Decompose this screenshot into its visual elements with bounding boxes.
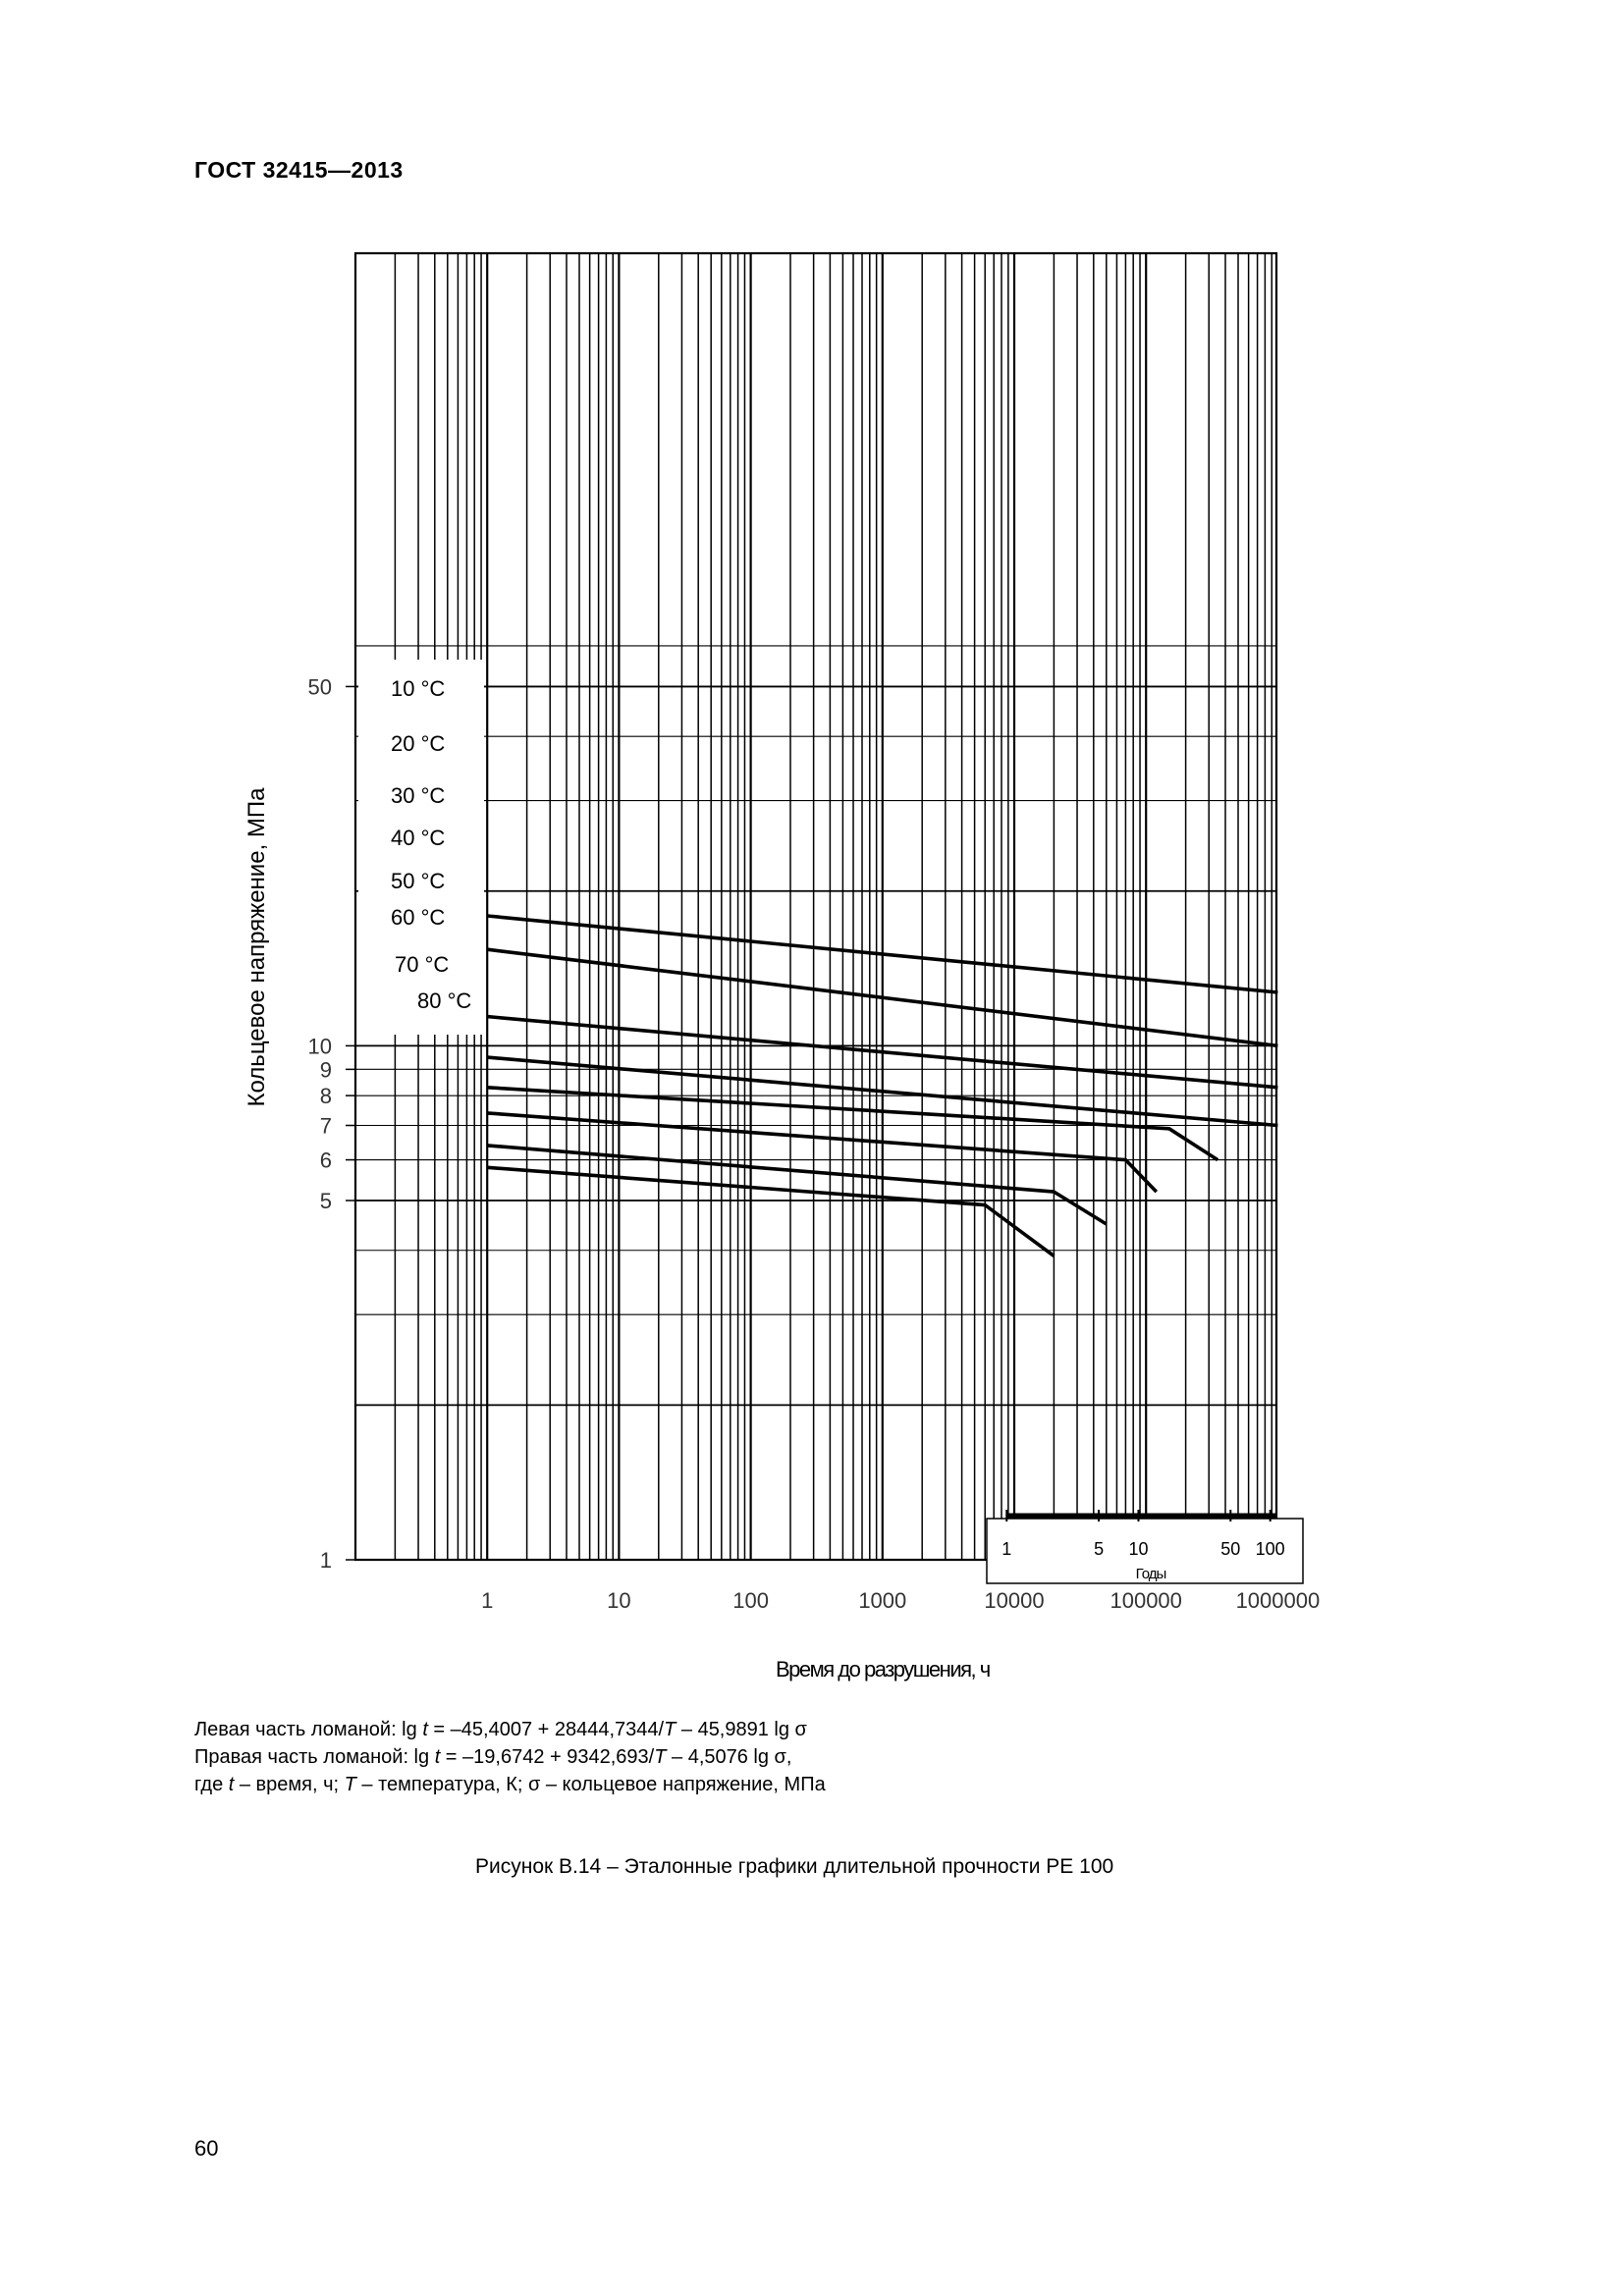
x-tick-labels bbox=[481, 1588, 1320, 1613]
years-tick-label: 1 bbox=[1001, 1539, 1012, 1559]
plot-frame bbox=[355, 253, 1276, 1560]
formula-var: T bbox=[344, 1774, 356, 1795]
years-tick-label: 10 bbox=[1128, 1539, 1149, 1559]
series-label: 60 °C bbox=[391, 905, 446, 930]
formula-text: – 4,5076 lg σ, bbox=[666, 1746, 792, 1768]
y-tick-label: 8 bbox=[319, 1084, 332, 1109]
series-label: 70 °C bbox=[395, 952, 450, 977]
formula-text: – время, ч; bbox=[234, 1774, 345, 1795]
series-line bbox=[487, 1088, 1218, 1160]
formula-var: T bbox=[654, 1746, 667, 1768]
y-tick-label: 7 bbox=[319, 1113, 332, 1139]
years-scale-label: Годы bbox=[1135, 1566, 1166, 1582]
figure-caption: Рисунок В.14 – Эталонные графики длительной прочности РЕ 100 bbox=[475, 1855, 1114, 1878]
years-tick-label: 100 bbox=[1255, 1539, 1285, 1559]
x-axis-label: Время до разрушения, ч bbox=[776, 1657, 990, 1682]
formula-text: – температура, К; σ – кольцевое напряжение, МПа bbox=[355, 1774, 826, 1795]
x-tick-label: 1000 bbox=[858, 1588, 907, 1613]
x-tick-label: 10 bbox=[607, 1588, 631, 1613]
x-tick-label: 100 bbox=[732, 1588, 769, 1613]
series-label: 50 °C bbox=[391, 869, 446, 893]
series-label: 80 °C bbox=[417, 988, 472, 1013]
formula-text: = –19,6742 + 9342,693/ bbox=[440, 1746, 655, 1768]
years-tick-label: 50 bbox=[1220, 1539, 1241, 1559]
formula-text: – 45,9891 lg σ bbox=[676, 1719, 807, 1740]
series-label: 40 °C bbox=[391, 826, 446, 850]
x-tick-label: 100000 bbox=[1110, 1588, 1182, 1613]
y-tick-label: 1 bbox=[319, 1548, 332, 1573]
chart-grid bbox=[355, 253, 1276, 1560]
y-axis-label: Кольцевое напряжение, МПа bbox=[244, 787, 270, 1107]
formula-block bbox=[194, 1716, 826, 1798]
series-label: 10 °C bbox=[391, 676, 446, 701]
y-tick-label: 9 bbox=[319, 1057, 332, 1083]
x-tick-label: 10000 bbox=[984, 1588, 1045, 1613]
formula-var: T bbox=[664, 1719, 677, 1740]
formula-left-part bbox=[194, 1716, 826, 1743]
formula-right-part bbox=[194, 1743, 826, 1771]
formula-var: t bbox=[422, 1719, 428, 1740]
series-label: 20 °C bbox=[391, 731, 446, 756]
y-tick-label: 6 bbox=[319, 1148, 332, 1173]
formula-text: = –45,4007 + 28444,7344/ bbox=[427, 1719, 665, 1740]
formula-text: где bbox=[194, 1774, 229, 1795]
x-tick-label: 1 bbox=[481, 1588, 494, 1613]
document-header: ГОСТ 32415—2013 bbox=[194, 157, 404, 183]
y-tick-label: 10 bbox=[307, 1034, 332, 1059]
years-tick-label: 5 bbox=[1094, 1539, 1105, 1559]
series-label: 30 °C bbox=[391, 783, 446, 808]
y-tick-label: 50 bbox=[307, 674, 332, 700]
formula-legend bbox=[194, 1771, 826, 1798]
y-tick-label: 5 bbox=[319, 1189, 332, 1214]
page-number: 60 bbox=[194, 2136, 219, 2161]
y-tick-labels bbox=[308, 674, 355, 1573]
years-scale bbox=[987, 1510, 1303, 1583]
formula-text: Левая часть ломаной: lg bbox=[194, 1719, 423, 1740]
x-tick-label: 1000000 bbox=[1235, 1588, 1321, 1613]
formula-var: t bbox=[228, 1774, 235, 1795]
formula-var: t bbox=[434, 1746, 441, 1768]
formula-text: Правая часть ломаной: lg bbox=[194, 1746, 435, 1768]
series-line bbox=[487, 1167, 1054, 1255]
